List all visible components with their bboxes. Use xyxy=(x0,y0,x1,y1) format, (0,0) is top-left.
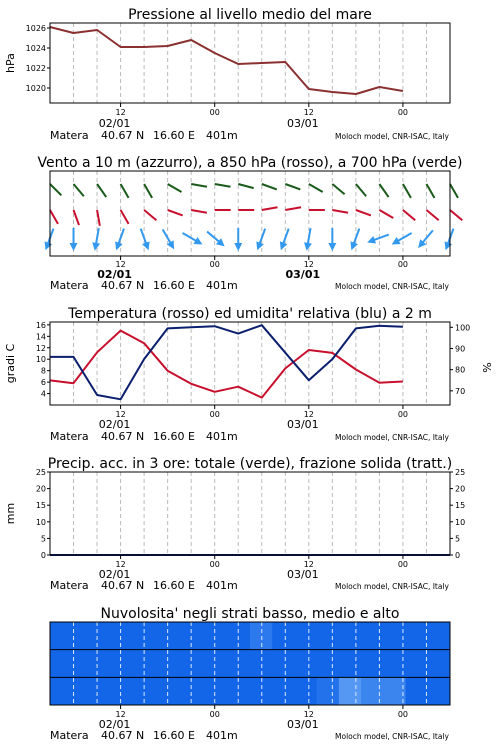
wind-barb-700hpa xyxy=(121,184,129,198)
location-lat: 40.67 N xyxy=(101,129,145,142)
panel-precip xyxy=(4,456,465,592)
wind-barb-10m xyxy=(348,227,363,251)
location-lon: 16.60 E xyxy=(153,729,195,742)
wind-barb-shaft xyxy=(309,184,323,192)
wind-barb-700hpa xyxy=(332,184,344,194)
time-tick-label: 12 xyxy=(303,260,314,269)
location-info xyxy=(50,129,450,142)
cloud-cell-alto xyxy=(339,622,362,650)
cloud-cell-medio xyxy=(228,650,251,678)
location-name: Matera xyxy=(50,279,89,292)
y-tick-label: 1024 xyxy=(25,44,46,53)
wind-barb-700hpa xyxy=(168,184,182,192)
location-lat: 40.67 N xyxy=(101,430,145,443)
wind-barb-10m xyxy=(390,230,414,248)
model-credit: Moloch model, CNR-ISAC, Italy xyxy=(335,732,449,741)
wind-barb-shaft xyxy=(379,184,388,197)
time-tick-label: 12 xyxy=(115,560,126,569)
cloud-cell-basso xyxy=(117,677,140,705)
chart-title: Vento a 10 m (azzurro), a 850 hPa (rosso), a 700 hPa (verde) xyxy=(37,155,463,171)
location-elevation: 401m xyxy=(206,729,238,742)
y-tick-label-right: 70 xyxy=(455,386,466,396)
time-tick-label: 12 xyxy=(303,108,314,117)
cloud-cell-medio xyxy=(272,650,295,678)
wind-barb-850hpa xyxy=(144,210,156,220)
time-tick-label: 00 xyxy=(209,260,220,269)
wind-barb-700hpa xyxy=(144,184,152,198)
y-tick-label: 0 xyxy=(40,551,46,560)
time-tick-label: 00 xyxy=(397,108,409,117)
y-tick-label: 1020 xyxy=(25,84,46,93)
wind-barb-shaft xyxy=(191,184,207,187)
y-tick-label: 1022 xyxy=(25,64,46,73)
time-tick-label: 00 xyxy=(397,410,409,419)
y-tick-label-right: 0 xyxy=(455,551,461,560)
cloud-cell-medio xyxy=(183,650,206,678)
time-tick-label: 12 xyxy=(303,710,314,719)
cloud-cell-medio xyxy=(317,650,340,678)
wind-barb-700hpa xyxy=(215,184,231,187)
wind-barb-shaft xyxy=(332,184,344,194)
wind-barb-10m xyxy=(415,228,436,251)
cloud-cell-alto xyxy=(183,622,206,650)
wind-barb-700hpa xyxy=(379,184,388,197)
wind-barb-700hpa xyxy=(450,184,458,198)
cloud-cell-basso xyxy=(228,677,251,705)
wind-barb-shaft xyxy=(285,207,301,210)
cloud-cell-alto xyxy=(406,622,429,650)
wind-barb-shaft xyxy=(403,210,415,220)
wind-barb-10m xyxy=(42,227,57,251)
cloud-cell-medio xyxy=(50,650,73,678)
wind-barb-700hpa xyxy=(356,184,366,196)
time-tick-label: 12 xyxy=(115,410,126,419)
wind-arrow-head xyxy=(303,242,312,251)
wind-barb-shaft xyxy=(168,210,183,215)
location-elevation: 401m xyxy=(206,579,238,592)
time-tick-label: 00 xyxy=(397,710,409,719)
cloud-cell-basso xyxy=(139,677,162,705)
location-name: Matera xyxy=(50,430,89,443)
location-info xyxy=(50,579,450,592)
plot-frame xyxy=(50,171,450,256)
date-label: 03/01 xyxy=(285,268,321,281)
wind-barb-10m xyxy=(112,227,127,251)
wind-barb-shaft xyxy=(215,184,231,187)
wind-arrow-head xyxy=(112,241,122,251)
y-tick-label-right: 20 xyxy=(455,484,466,494)
wind-barb-850hpa xyxy=(191,210,207,213)
wind-arrow-head xyxy=(194,237,205,248)
wind-barb-850hpa xyxy=(332,210,348,213)
y-axis-label: hPa xyxy=(4,53,17,73)
cloud-cell-basso xyxy=(72,677,95,705)
y-tick-label: 15 xyxy=(35,501,46,511)
wind-barb-700hpa xyxy=(238,184,253,188)
wind-arrow-head xyxy=(234,243,242,251)
time-tick-label: 00 xyxy=(209,410,220,419)
date-label: 03/01 xyxy=(286,568,319,581)
humidity-line xyxy=(50,325,403,399)
cloud-cell-alto xyxy=(428,622,451,650)
y-tick-label: 10 xyxy=(35,355,46,365)
cloud-cell-basso xyxy=(50,677,73,705)
wind-arrow-head xyxy=(348,241,358,251)
cloud-cell-basso xyxy=(406,677,429,705)
wind-barb-850hpa xyxy=(168,210,183,215)
time-tick-label: 12 xyxy=(115,260,126,269)
y-tick-label-right: 80 xyxy=(455,365,466,375)
cloud-cell-alto xyxy=(94,622,117,650)
cloud-cell-medio xyxy=(406,650,429,678)
time-tick-label: 00 xyxy=(209,108,220,117)
panel-clouds xyxy=(50,606,451,742)
chart-title: Pressione al livello medio del mare xyxy=(128,7,372,23)
location-lon: 16.60 E xyxy=(153,279,195,292)
panel-temperature xyxy=(4,306,494,443)
wind-barb-10m xyxy=(137,227,152,251)
wind-barb-700hpa xyxy=(74,184,84,196)
wind-barb-shaft xyxy=(426,184,434,198)
wind-arrow-head xyxy=(254,241,264,251)
cloud-cell-medio xyxy=(361,650,384,678)
cloud-cell-alto xyxy=(272,622,295,650)
wind-barb-10m xyxy=(328,228,336,251)
location-elevation: 401m xyxy=(206,430,238,443)
y-tick-label: 16 xyxy=(35,320,46,330)
wind-barb-shaft xyxy=(450,210,462,220)
wind-barb-10m xyxy=(159,227,177,251)
wind-arrow-head xyxy=(142,241,152,251)
time-tick-label: 12 xyxy=(303,560,314,569)
panel-pressure xyxy=(4,7,450,142)
cloud-cell-basso xyxy=(183,677,206,705)
location-name: Matera xyxy=(50,129,89,142)
date-label: 02/01 xyxy=(98,718,131,731)
cloud-cell-alto xyxy=(117,622,140,650)
cloud-cell-alto xyxy=(317,622,340,650)
wind-barb-700hpa xyxy=(97,184,106,197)
wind-barb-shaft xyxy=(356,184,366,196)
cloud-cell-basso xyxy=(339,677,362,705)
wind-barb-shaft xyxy=(238,184,253,188)
y-tick-label-right: 15 xyxy=(455,501,466,511)
wind-arrow-head xyxy=(70,243,78,251)
wind-barb-850hpa xyxy=(450,210,462,220)
y-tick-label: 20 xyxy=(35,484,46,494)
wind-barb-shaft xyxy=(50,184,61,195)
y-tick-label-right: 5 xyxy=(455,534,461,544)
wind-barb-shaft xyxy=(262,207,278,210)
wind-arrow-head xyxy=(442,241,452,251)
location-lon: 16.60 E xyxy=(153,579,195,592)
wind-barb-850hpa xyxy=(356,210,371,215)
wind-barb-shaft xyxy=(191,210,207,213)
wind-barb-10m xyxy=(234,228,242,251)
y-tick-label: 12 xyxy=(35,343,46,353)
date-label: 03/01 xyxy=(286,718,319,731)
chart-title: Nuvolosita' negli strati basso, medio e alto xyxy=(100,606,400,622)
time-tick-label: 00 xyxy=(209,560,220,569)
plot-frame xyxy=(50,472,450,555)
wind-barb-10m xyxy=(277,227,292,251)
location-name: Matera xyxy=(50,579,89,592)
cloud-cell-alto xyxy=(72,622,95,650)
wind-barb-shaft xyxy=(426,210,438,220)
wind-barb-850hpa xyxy=(379,210,393,218)
time-tick-label: 00 xyxy=(397,260,409,269)
cloud-cell-alto xyxy=(50,622,73,650)
date-label: 02/01 xyxy=(97,268,132,281)
cloud-cell-basso xyxy=(317,677,340,705)
y-tick-label: 25 xyxy=(35,468,46,477)
location-info xyxy=(50,279,450,292)
wind-barb-10m xyxy=(204,229,227,250)
location-lat: 40.67 N xyxy=(101,279,145,292)
model-credit: Moloch model, CNR-ISAC, Italy xyxy=(335,132,449,141)
cloud-cell-basso xyxy=(272,677,295,705)
cloud-cell-basso xyxy=(361,677,384,705)
chart-title: Precip. acc. in 3 ore: totale (verde), frazione solida (tratt.) xyxy=(47,456,453,472)
cloud-cell-medio xyxy=(161,650,184,678)
location-lat: 40.67 N xyxy=(101,579,145,592)
wind-barb-850hpa xyxy=(262,207,278,210)
chart-title: Temperatura (rosso) ed umidita' relativa (blu) a 2 m xyxy=(68,306,432,322)
wind-arrow-head xyxy=(366,236,376,246)
wind-barb-shaft xyxy=(50,210,58,224)
wind-barb-shaft xyxy=(379,210,393,218)
wind-barb-shaft xyxy=(332,210,348,213)
cloud-cell-alto xyxy=(206,622,229,650)
wind-barb-shaft xyxy=(356,210,371,215)
model-credit: Moloch model, CNR-ISAC, Italy xyxy=(335,282,449,291)
wind-barb-850hpa xyxy=(426,210,438,220)
y-axis-label: gradi C xyxy=(4,343,17,384)
wind-arrow-head xyxy=(167,240,178,251)
wind-barb-shaft xyxy=(168,184,182,192)
cloud-cell-medio xyxy=(294,650,317,678)
date-label: 03/01 xyxy=(286,117,319,130)
cloud-cell-alto xyxy=(161,622,184,650)
cloud-cell-alto xyxy=(294,622,317,650)
wind-barb-850hpa xyxy=(403,210,415,220)
cloud-cell-basso xyxy=(206,677,229,705)
cloud-cell-alto xyxy=(361,622,384,650)
y-tick-label: 1026 xyxy=(25,24,46,33)
wind-barb-700hpa xyxy=(50,184,61,195)
wind-barb-700hpa xyxy=(426,184,434,198)
wind-barb-10m xyxy=(254,227,269,251)
location-name: Matera xyxy=(50,729,89,742)
wind-barb-shaft xyxy=(74,184,84,196)
cloud-cell-medio xyxy=(139,650,162,678)
cloud-cell-medio xyxy=(72,650,95,678)
cloud-cell-medio xyxy=(94,650,117,678)
wind-arrow-head xyxy=(328,243,336,251)
wind-arrow-head xyxy=(390,237,401,248)
wind-arrow-head xyxy=(42,241,52,251)
model-credit: Moloch model, CNR-ISAC, Italy xyxy=(335,582,449,591)
y-tick-label-right: 25 xyxy=(455,468,466,477)
wind-barb-700hpa xyxy=(262,184,277,189)
cloud-cell-basso xyxy=(94,677,117,705)
date-label: 02/01 xyxy=(98,117,131,130)
wind-arrow-head xyxy=(91,242,100,251)
date-label: 03/01 xyxy=(286,418,319,431)
y-tick-label: 14 xyxy=(35,332,46,342)
date-label: 02/01 xyxy=(98,418,131,431)
date-label: 02/01 xyxy=(98,568,131,581)
wind-barb-shaft xyxy=(121,210,129,224)
cloud-cell-basso xyxy=(294,677,317,705)
wind-barb-shaft xyxy=(144,210,156,220)
location-lon: 16.60 E xyxy=(153,430,195,443)
wind-barb-shaft xyxy=(262,184,277,189)
cloud-cell-medio xyxy=(428,650,451,678)
y-tick-label-right: 10 xyxy=(455,517,466,527)
time-tick-label: 12 xyxy=(115,710,126,719)
wind-barb-700hpa xyxy=(191,184,207,187)
y-tick-label-right: 90 xyxy=(455,344,466,354)
y-tick-label: 6 xyxy=(40,378,46,388)
wind-barb-10m xyxy=(303,227,315,251)
cloud-cell-alto xyxy=(228,622,251,650)
wind-barb-shaft xyxy=(403,184,411,198)
wind-barb-850hpa xyxy=(50,210,58,224)
location-elevation: 401m xyxy=(206,129,238,142)
cloud-cell-medio xyxy=(117,650,140,678)
wind-arrow-head xyxy=(277,241,287,251)
wind-barb-10m xyxy=(91,227,103,251)
y-tick-label: 10 xyxy=(35,517,46,527)
time-tick-label: 12 xyxy=(303,410,314,419)
time-tick-label: 00 xyxy=(209,710,220,719)
cloud-cell-basso xyxy=(161,677,184,705)
temperature-line xyxy=(50,331,403,398)
location-elevation: 401m xyxy=(206,279,238,292)
wind-barb-shaft xyxy=(121,184,129,198)
wind-barb-shaft xyxy=(97,184,106,197)
cloud-cell-basso xyxy=(428,677,451,705)
y-tick-label: 4 xyxy=(40,389,46,399)
wind-barb-shaft xyxy=(450,184,458,198)
wind-barb-700hpa xyxy=(285,184,300,189)
wind-barb-700hpa xyxy=(403,184,411,198)
y-axis-label: mm xyxy=(4,502,17,525)
pressure-line xyxy=(50,27,403,94)
location-info xyxy=(50,729,450,742)
time-tick-label: 12 xyxy=(115,108,126,117)
location-lon: 16.60 E xyxy=(153,129,195,142)
wind-barb-10m xyxy=(366,231,390,246)
wind-barb-850hpa xyxy=(285,207,301,210)
wind-barb-700hpa xyxy=(309,184,323,192)
y-tick-label-right: 100 xyxy=(455,323,471,333)
cloud-cell-alto xyxy=(139,622,162,650)
wind-barb-shaft xyxy=(74,210,79,225)
location-info xyxy=(50,430,450,443)
cloud-cell-medio xyxy=(339,650,362,678)
cloud-cell-medio xyxy=(206,650,229,678)
model-credit: Moloch model, CNR-ISAC, Italy xyxy=(335,433,449,442)
wind-barb-10m xyxy=(442,227,457,251)
location-lat: 40.67 N xyxy=(101,729,145,742)
wind-barb-10m xyxy=(70,228,78,251)
panel-wind xyxy=(37,155,462,292)
time-tick-label: 00 xyxy=(397,560,409,569)
wind-barb-850hpa xyxy=(121,210,129,224)
wind-barb-10m xyxy=(181,230,205,248)
wind-barb-shaft xyxy=(285,184,300,189)
wind-barb-shaft xyxy=(144,184,152,198)
y-tick-label: 8 xyxy=(40,366,46,376)
y-axis-label-right: % xyxy=(481,362,494,373)
y-tick-label: 5 xyxy=(40,534,46,544)
wind-barb-850hpa xyxy=(74,210,79,225)
